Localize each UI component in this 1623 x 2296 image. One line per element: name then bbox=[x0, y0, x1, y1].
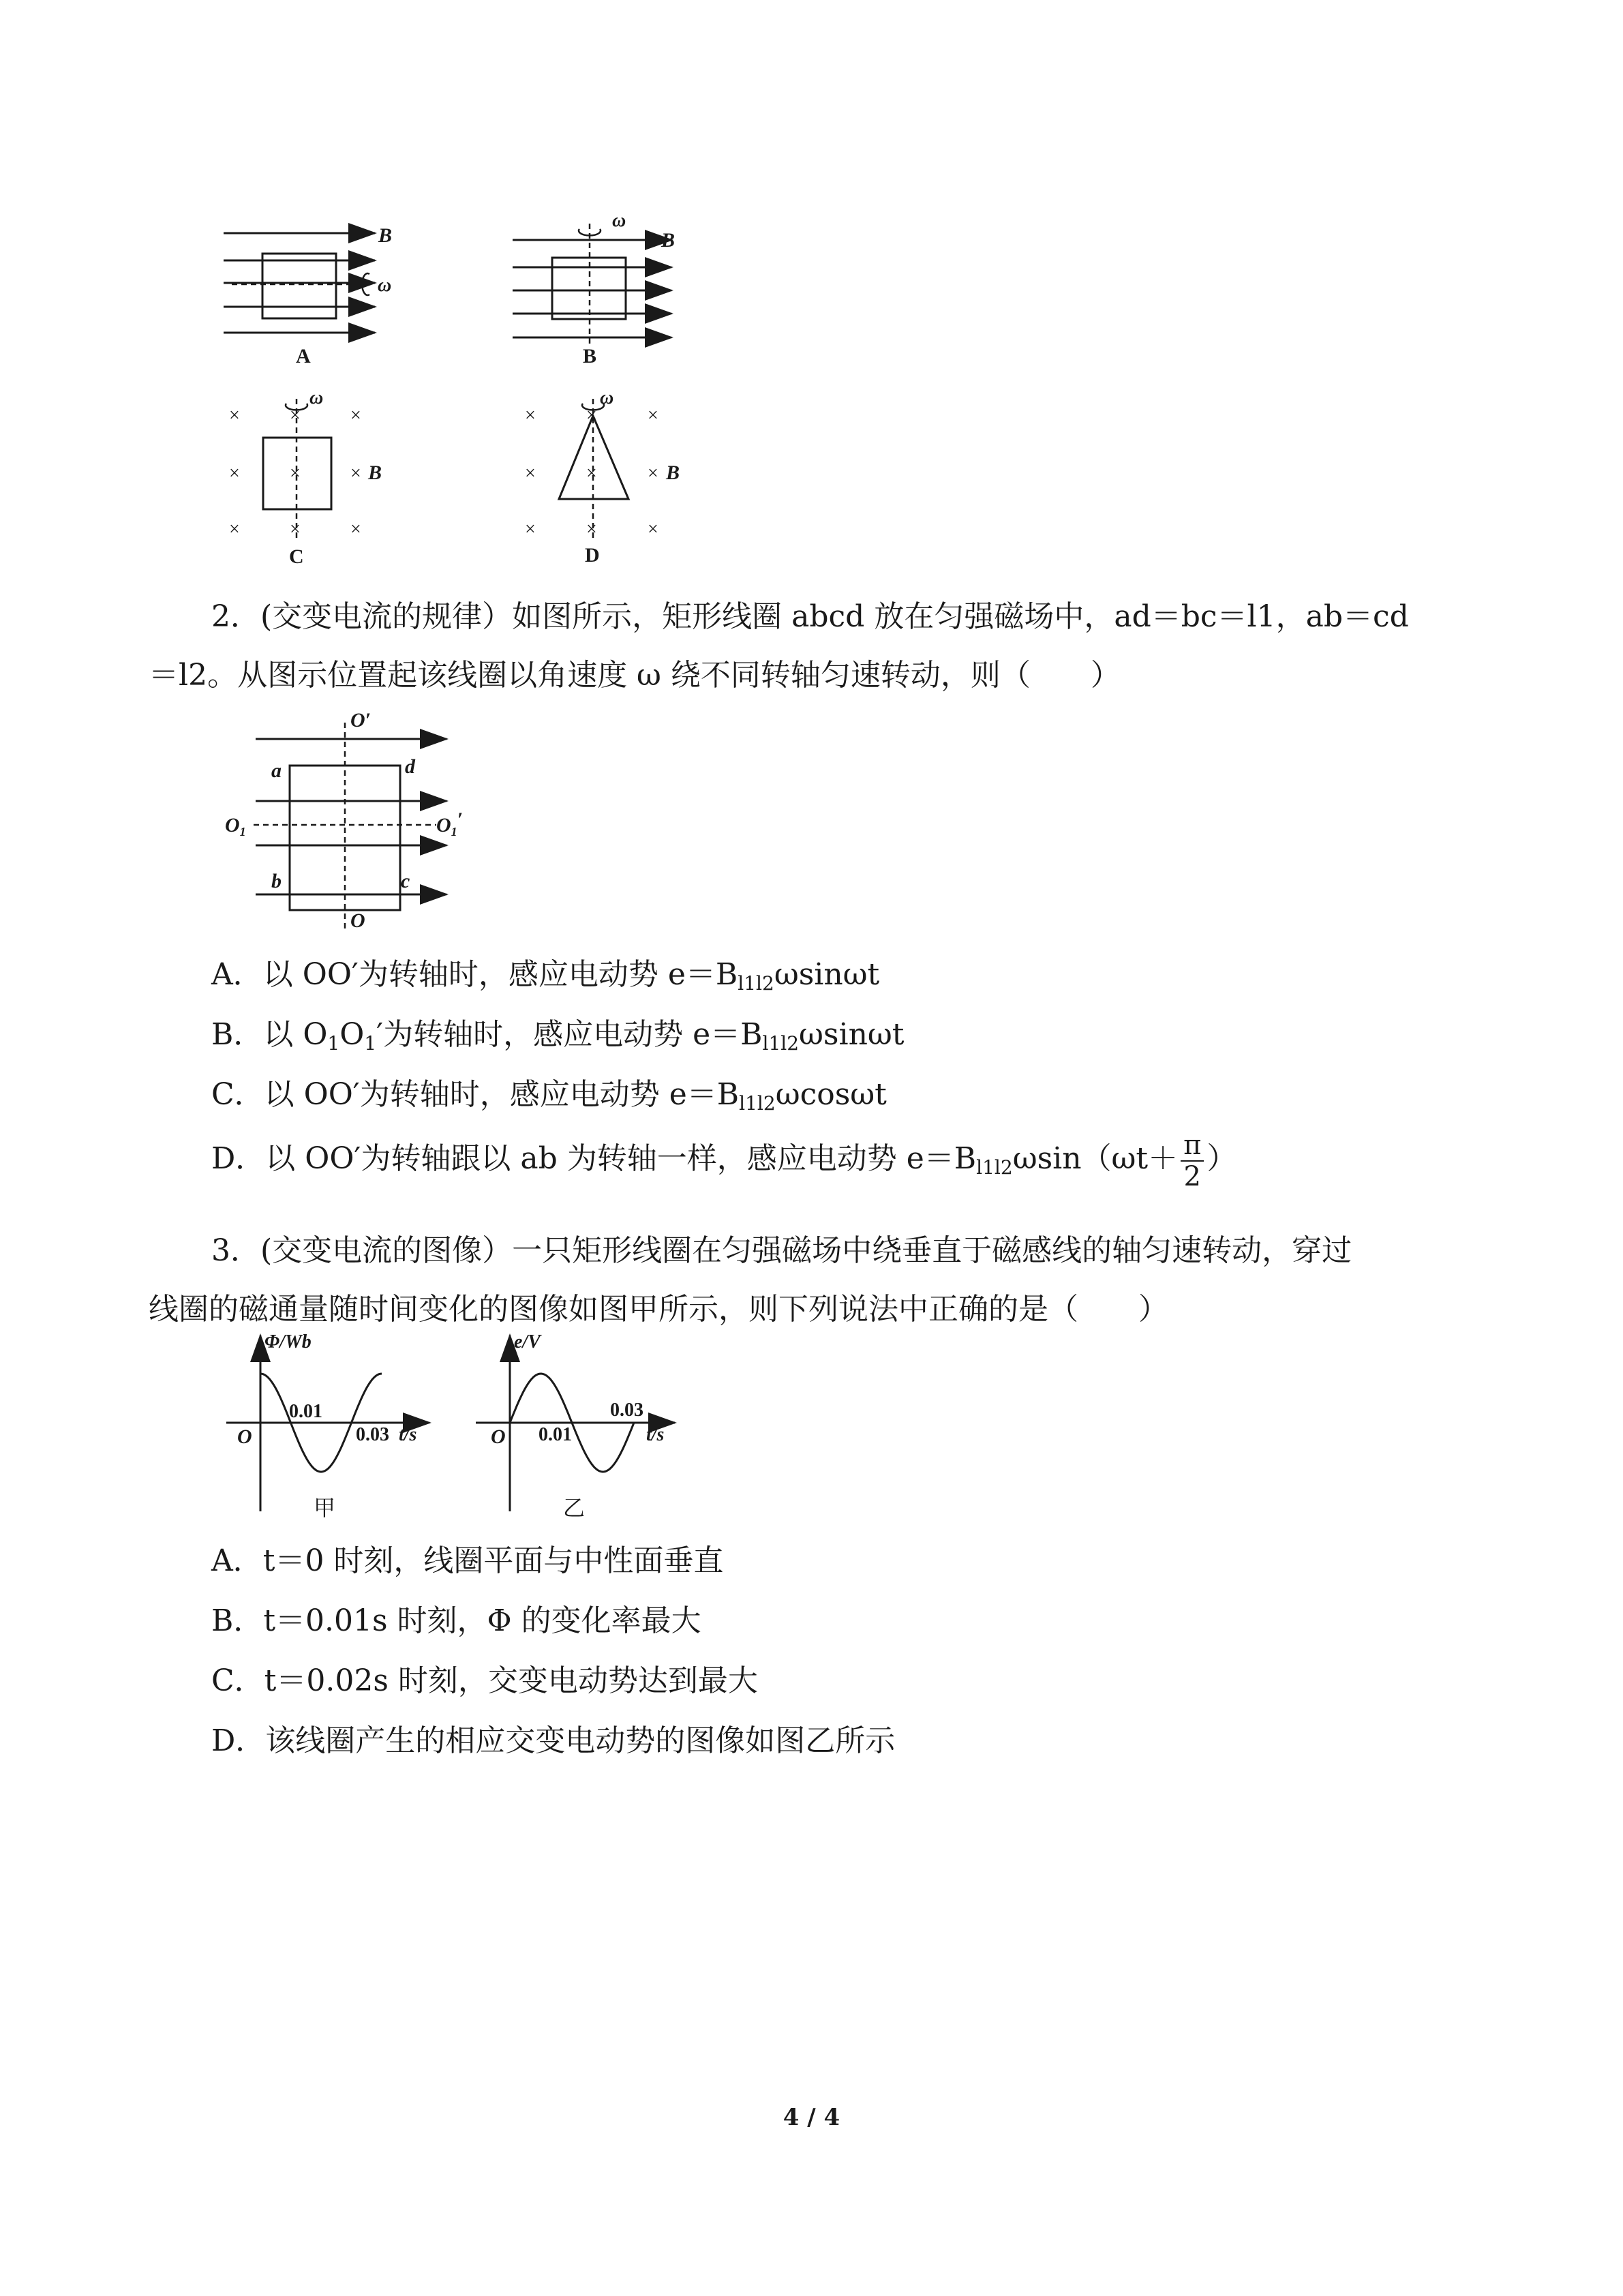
pi-over-2-fraction: $\frac{\pi}{2}$ bbox=[1181, 1130, 1204, 1192]
yi-caption: 乙 bbox=[563, 1496, 586, 1520]
q2-fig-o1: $O_1$ bbox=[225, 814, 246, 839]
fig-d-b-label: B bbox=[666, 462, 680, 484]
q3-line-1: 3．(交变电流的图像）一只矩形线圈在匀强磁场中绕垂直于磁感线的轴匀速转动，穿过 bbox=[211, 1233, 1352, 1268]
fig-d-cross: × bbox=[648, 519, 658, 540]
q2-fig-c: c bbox=[401, 870, 410, 892]
yi-t1: 0.01 bbox=[539, 1424, 572, 1445]
jia-ylabel: Φ/Wb bbox=[264, 1331, 312, 1353]
fig-c-cross: × bbox=[350, 519, 361, 540]
q3-option-a: A．t＝0 时刻，线圈平面与中性面垂直 bbox=[211, 1543, 724, 1578]
page-number: 4 / 4 bbox=[783, 2104, 840, 2131]
q2-fig-o1-prime: $O_1'$ bbox=[436, 809, 464, 839]
q3-option-c: C．t＝0.02s 时刻，交变电动势达到最大 bbox=[211, 1663, 758, 1698]
fig-d-cross: × bbox=[648, 463, 658, 484]
q2-option-d: D．以 OO′为转轴跟以 ab 为转轴一样，感应电动势 $e=B_{l1l2}\omega\sin(\omega t+$ $\frac{\pi}{2}$ ） bbox=[211, 1129, 1237, 1192]
fig-d-cross: × bbox=[648, 405, 658, 426]
fig-c-cross: × bbox=[229, 463, 240, 484]
q3-line-2: 线圈的磁通量随时间变化的图像如图甲所示，则下列说法中正确的是（ ） bbox=[149, 1292, 1168, 1327]
jia-t1: 0.01 bbox=[289, 1401, 322, 1422]
fig-d-cross: × bbox=[586, 463, 597, 484]
q2-option-b: B．以 $O_1O_1'$为转轴时，感应电动势 $e=B_{l1l2}\omega\sin\omega t$ bbox=[211, 1017, 905, 1055]
yi-t3: 0.03 bbox=[610, 1400, 643, 1421]
q2-fig-o-prime: O′ bbox=[350, 709, 371, 731]
fig-a-caption: A bbox=[296, 345, 311, 367]
jia-caption: 甲 bbox=[314, 1496, 336, 1520]
figure-d bbox=[525, 387, 680, 567]
figure-c bbox=[229, 387, 382, 568]
fig-b-b-label: B bbox=[661, 229, 676, 252]
jia-origin: O bbox=[237, 1425, 252, 1448]
figure-a bbox=[224, 224, 392, 367]
jia-xlabel: t/s bbox=[399, 1424, 417, 1445]
fig-c-cross: × bbox=[350, 463, 361, 484]
fig-b-omega-label: ω bbox=[612, 210, 626, 231]
q3-graph-yi bbox=[470, 1326, 695, 1524]
q2-figure bbox=[218, 709, 491, 941]
q1-figures bbox=[204, 205, 723, 586]
fig-c-b-label: B bbox=[368, 462, 382, 484]
figure-b bbox=[513, 210, 675, 367]
fig-c-cross: × bbox=[290, 519, 301, 540]
yi-ylabel: e/V bbox=[514, 1331, 541, 1353]
yi-xlabel: t/s bbox=[646, 1424, 665, 1445]
fig-c-cross: × bbox=[290, 463, 301, 484]
q2-fig-b: b bbox=[271, 870, 282, 892]
fig-d-caption: D bbox=[585, 544, 600, 567]
fig-d-cross: × bbox=[525, 463, 536, 484]
fig-c-cross: × bbox=[350, 405, 361, 426]
fig-c-cross: × bbox=[229, 519, 240, 540]
fig-d-cross: × bbox=[525, 519, 536, 540]
fig-d-omega-label: ω bbox=[600, 387, 614, 408]
q2-option-a: A．以 OO′为转轴时，感应电动势 $e=B_{l1l2}\omega\sin\omega t$ bbox=[211, 957, 880, 995]
q2-fig-o: O bbox=[350, 909, 365, 932]
fig-b-caption: B bbox=[583, 345, 597, 367]
fig-c-cross: × bbox=[229, 405, 240, 426]
fig-c-cross: × bbox=[290, 405, 301, 426]
jia-t3: 0.03 bbox=[356, 1424, 389, 1445]
fig-c-omega-label: ω bbox=[309, 387, 324, 408]
fig-d-cross: × bbox=[586, 519, 597, 540]
q2-fig-d: d bbox=[405, 755, 415, 778]
q2-line-2: ＝l2。从图示位置起该线圈以角速度 ω 绕不同转轴匀速转动，则（ ） bbox=[149, 658, 1121, 693]
q2-stem bbox=[149, 588, 1478, 705]
q3-option-b: B．t＝0.01s 时刻，Φ 的变化率最大 bbox=[211, 1603, 701, 1638]
yi-origin: O bbox=[491, 1425, 506, 1448]
fig-a-b-label: B bbox=[378, 224, 393, 247]
fig-a-omega-label: ω bbox=[378, 275, 392, 296]
fig-d-cross: × bbox=[525, 405, 536, 426]
q2-option-c: C．以 OO′为转轴时，感应电动势 $e=B_{l1l2}\omega\cos\omega t$ bbox=[211, 1077, 887, 1115]
q3-stem bbox=[149, 1222, 1478, 1339]
q3-option-d: D．该线圈产生的相应交变电动势的图像如图乙所示 bbox=[211, 1723, 896, 1758]
fig-d-cross: × bbox=[586, 405, 597, 426]
q2-fig-a: a bbox=[271, 759, 282, 782]
q2-line-1: 2．(交变电流的规律）如图所示，矩形线圈 abcd 放在匀强磁场中，ad＝bc＝l1，ab＝cd bbox=[211, 599, 1409, 634]
q3-graph-jia bbox=[218, 1326, 443, 1524]
fig-c-caption: C bbox=[289, 545, 304, 568]
